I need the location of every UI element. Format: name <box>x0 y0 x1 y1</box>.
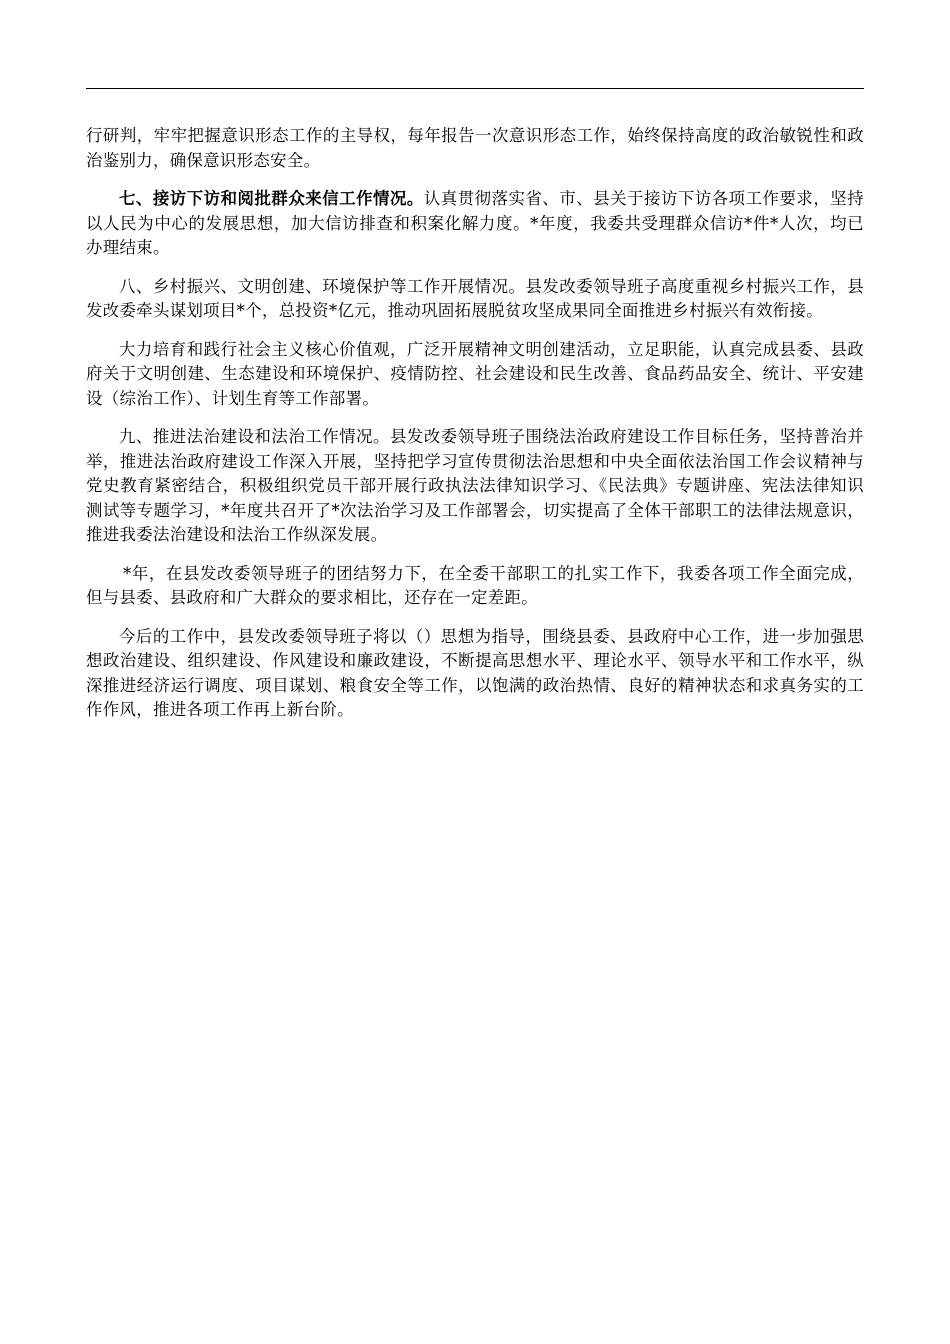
header-rule <box>86 88 864 89</box>
section-heading-seven: 七、接访下访和阅批群众来信工作情况。 <box>119 189 424 208</box>
document-body <box>86 124 864 737</box>
paragraph-text: 九、推进法治建设和法治工作情况。县发改委领导班子围绕法治政府建设工作目标任务，坚持普治并举，推进法治政府建设工作深入开展，坚持把学习宣传贯彻法治思想和中央全面依法治国工作会议精神与党史教育紧密结合，积极组织党员干部开展行政执法法律知识学习、《民法典》专题讲座、宪法法律知识测试等专题学习，*年度共召开了*次法治学习及工作部署会，切实提高了全体干部职工的法律法规意识，推进我委法治建设和法治工作纵深发展。 <box>86 427 864 544</box>
paragraph-petition-work <box>86 187 864 261</box>
paragraph-ideology-continued <box>86 124 864 173</box>
paragraph-rule-of-law <box>86 425 864 548</box>
paragraph-text: 大力培育和践行社会主义核心价值观，广泛开展精神文明创建活动，立足职能，认真完成县委、县政府关于文明创建、生态建设和环境保护、疫情防控、社会建设和民生改善、食品药品安全、统计、平安建设（综治工作）、计划生育等工作部署。 <box>86 339 864 408</box>
paragraph-text: 认真贯彻落实省、市、县关于接访下访各项工作要求，坚持以人民为中心的发展思想，加大信访排查和积案化解力度。*年度，我委共受理群众信访*件*人次，均已办理结束。 <box>86 189 864 257</box>
paragraph-core-values <box>86 338 864 412</box>
paragraph-annual-summary <box>86 562 864 611</box>
paragraph-text: *年，在县发改委领导班子的团结努力下，在全委干部职工的扎实工作下，我委各项工作全面完成，但与县委、县政府和广大群众的要求相比，还存在一定差距。 <box>86 563 864 607</box>
paragraph-future-work <box>86 625 864 723</box>
paragraph-text: 今后的工作中，县发改委领导班子将以（）思想为指导，围绕县委、县政府中心工作，进一步加强思想政治建设、组织建设、作风建设和廉政建设，不断提高思想水平、理论水平、领导水平和工作水平，纵深推进经济运行调度、项目谋划、粮食安全等工作，以饱满的政治热情、良好的精神状态和求真务实的工作作风，推进各项工作再上新台阶。 <box>86 626 864 719</box>
paragraph-rural-revitalization <box>86 275 864 324</box>
paragraph-text: 行研判，牢牢把握意识形态工作的主导权，每年报告一次意识形态工作，始终保持高度的政治敏锐性和政治鉴别力，确保意识形态安全。 <box>86 126 864 170</box>
paragraph-text: 八、乡村振兴、文明创建、环境保护等工作开展情况。县发改委领导班子高度重视乡村振兴工作，县发改委牵头谋划项目*个，总投资*亿元，推动巩固拓展脱贫攻坚成果同全面推进乡村振兴有效衔接。 <box>86 276 864 320</box>
